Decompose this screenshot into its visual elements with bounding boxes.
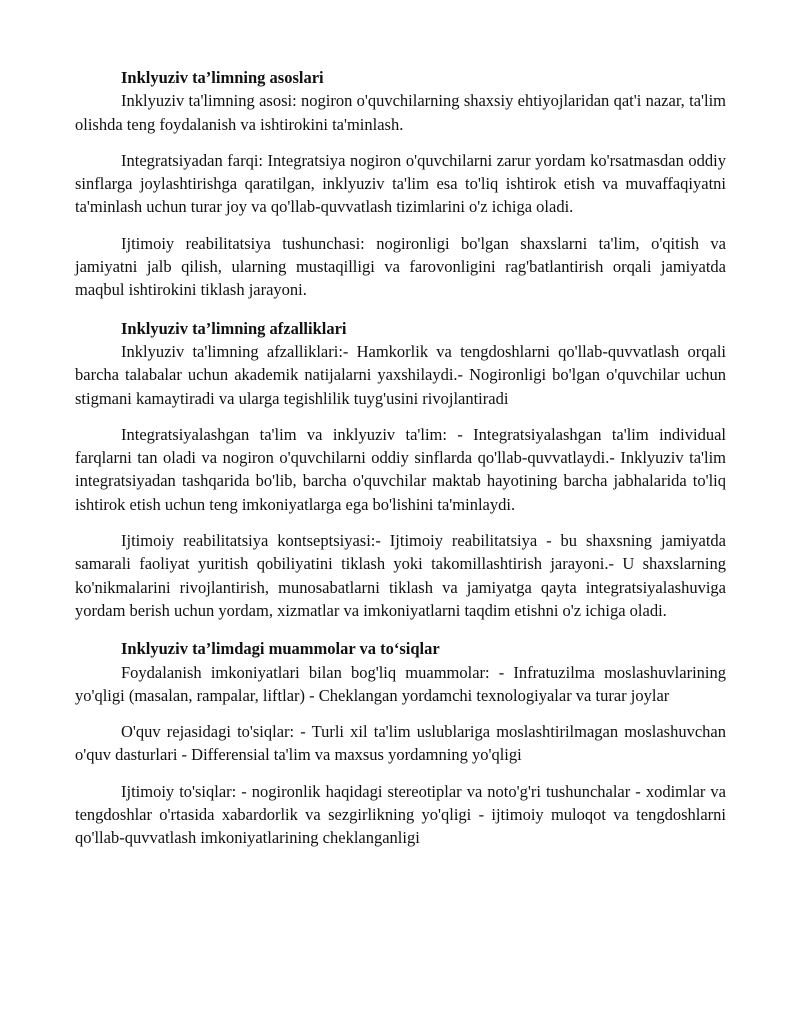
document-page	[75, 66, 726, 863]
paragraph: Integratsiyalashgan ta'lim va inklyuziv ta'lim: - Integratsiyalashgan ta'lim individual farqlarni tan oladi va nogiron o'quvchilarni oddiy sinflarda qo'llab-quvvatlaydi.- Inklyuziv ta'lim integratsiyadan tashqarida bo'lib, barcha o'quvchilar maktab hayotining barcha jabhalarida to'liq ishtirok etish uchun teng imkoniyatlarga ega bo'lishini ta'minlaydi.	[75, 424, 726, 514]
section-heading: Inklyuziv ta’limdagi muammolar va to‘siqlar	[121, 639, 440, 659]
section-asoslari	[75, 66, 726, 302]
paragraph: Foydalanish imkoniyatlari bilan bog'liq muammolar: - Infratuzilma moslashuvlarining yo'qligi (masalan, rampalar, liftlar) - Cheklangan yordamchi texnologiyalar va turar joylar	[75, 662, 726, 705]
paragraph: Inklyuziv ta'limning asosi: nogiron o'quvchilarning shaxsiy ehtiyojlaridan qat'i nazar, ta'lim olishda teng foydalanish va ishtirokini ta'minlash.	[75, 91, 726, 134]
paragraph: O'quv rejasidagi to'siqlar: - Turli xil ta'lim uslublariga moslashtirilmagan moslashuvchan o'quv dasturlari - Differensial ta'lim va maxsus yordamning yo'qligi	[75, 722, 726, 765]
section-heading: Inklyuziv ta’limning afzalliklari	[121, 318, 347, 338]
section-afzalliklari	[75, 317, 726, 623]
section-muammolar	[75, 637, 726, 849]
paragraph: Inklyuziv ta'limning afzalliklari:- Hamkorlik va tengdoshlarni qo'llab-quvvatlash orqali barcha talabalar uchun akademik natijalarni yaxshilaydi.- Nogironligi bo'lgan o'quvchilar uchun stigmani kamaytiradi va ularga tegishlilik tuyg'usini rivojlantiradi	[75, 341, 726, 408]
paragraph: Integratsiyadan farqi: Integratsiya nogiron o'quvchilarni zarur yordam ko'rsatmasdan oddiy sinflarga joylashtirishga qaratilgan, inklyuziv ta'lim esa to'liq ishtirok etish va muvaffaqiyatni ta'minlash uchun turar joy va qo'llab-quvvatlash tizimlarini o'z ichiga oladi.	[75, 150, 726, 217]
paragraph: Ijtimoiy reabilitatsiya kontseptsiyasi:- Ijtimoiy reabilitatsiya - bu shaxsning jamiyatda samarali faoliyat yuritish qobiliyatini tiklash yoki takomillashtirish jarayoni.- U shaxslarning ko'nikmalarini rivojlantirish, munosabatlarni tiklash va jamiyatga qayta integratsiyalashuviga yordam berish uchun yordam, xizmatlar va imkoniyatlarni taqdim etishni o'z ichiga oladi.	[75, 531, 726, 620]
section-heading: Inklyuziv ta’limning asoslari	[121, 68, 324, 87]
paragraph: Ijtimoiy reabilitatsiya tushunchasi: nogironligi bo'lgan shaxslarni ta'lim, o'qitish va jamiyatni jalb qilish, ularning mustaqilligi va farovonligini rag'batlantirish orqali jamiyatda maqbul ishtirokini tiklash jarayoni.	[75, 233, 726, 300]
paragraph: Ijtimoiy to'siqlar: - nogironlik haqidagi stereotiplar va noto'g'ri tushunchalar - xodimlar va tengdoshlar o'rtasida xabardorlik va sezgirlikning yo'qligi - ijtimoiy muloqot va tengdoshlarni qo'llab-quvvatlash imkoniyatlarining cheklanganligi	[75, 781, 726, 848]
